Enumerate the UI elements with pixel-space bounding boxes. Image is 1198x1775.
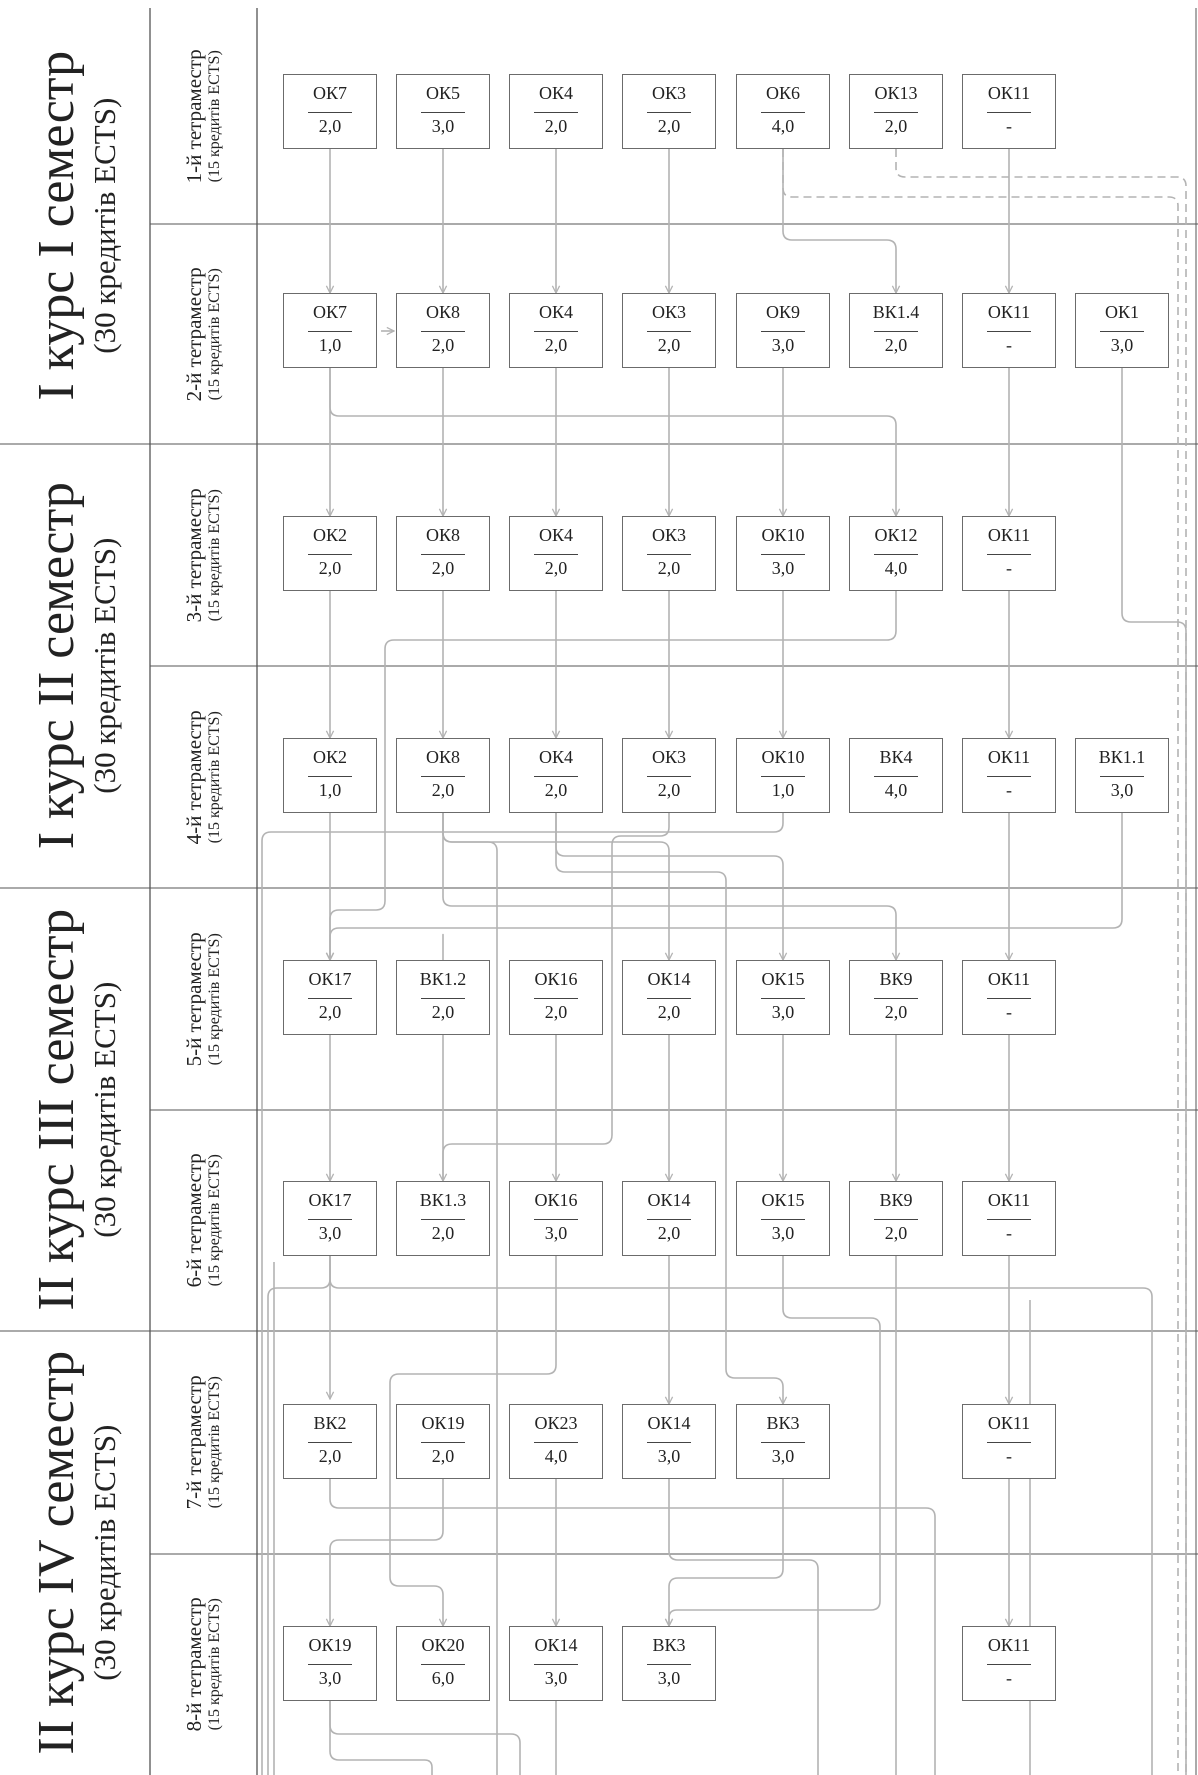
course-code: ОК9 <box>765 302 800 322</box>
prerequisite-link <box>1122 368 1186 1775</box>
course-box <box>849 738 943 813</box>
course-credits: 3,0 <box>771 1446 795 1466</box>
course-code: ОК10 <box>761 747 805 767</box>
semester-label <box>0 1331 150 1775</box>
course-box <box>509 516 603 591</box>
fraction-bar <box>421 1442 465 1443</box>
course-credits: 2,0 <box>884 1002 908 1022</box>
fraction-bar <box>987 1664 1031 1665</box>
course-code: ВК9 <box>879 1190 913 1210</box>
course-box <box>283 74 377 149</box>
course-code: ОК3 <box>651 747 686 767</box>
course-code: ОК4 <box>538 302 573 322</box>
course-box <box>622 74 716 149</box>
course-box <box>736 1404 830 1479</box>
course-credits: 2,0 <box>884 335 908 355</box>
fraction-bar <box>647 1664 691 1665</box>
course-box <box>849 960 943 1035</box>
course-code: ВК1.4 <box>872 302 920 322</box>
fraction-bar <box>421 998 465 999</box>
course-credits: 3,0 <box>771 1002 795 1022</box>
course-code: ОК1 <box>1104 302 1139 322</box>
course-box <box>396 74 490 149</box>
course-credits: 4,0 <box>884 780 908 800</box>
fraction-bar <box>761 1442 805 1443</box>
prerequisite-link <box>669 1479 783 1626</box>
course-box <box>622 293 716 368</box>
fraction-bar <box>534 1442 578 1443</box>
course-box <box>283 738 377 813</box>
term-credits: (15 кредитів ECTS) <box>206 267 224 401</box>
term-credits: (15 кредитів ECTS) <box>206 710 224 844</box>
course-credits: 3,0 <box>771 1223 795 1243</box>
fraction-bar <box>987 998 1031 999</box>
course-credits: 6,0 <box>431 1668 455 1688</box>
course-credits: 3,0 <box>318 1668 342 1688</box>
fraction-bar <box>534 998 578 999</box>
course-code: ОК11 <box>987 83 1031 103</box>
fraction-bar <box>761 331 805 332</box>
course-credits: 3,0 <box>431 116 455 136</box>
course-credits: 4,0 <box>884 558 908 578</box>
term-title: 7-й тетраместр <box>182 1375 207 1510</box>
course-code: ОК2 <box>312 747 347 767</box>
course-credits: 2,0 <box>544 558 568 578</box>
course-code: ОК11 <box>987 525 1031 545</box>
course-credits: 2,0 <box>318 116 342 136</box>
course-code: ОК8 <box>425 302 460 322</box>
course-box <box>962 516 1056 591</box>
course-box <box>849 1181 943 1256</box>
fraction-bar <box>421 554 465 555</box>
course-code: ОК14 <box>534 1635 578 1655</box>
course-credits: 3,0 <box>318 1223 342 1243</box>
fraction-bar <box>874 331 918 332</box>
course-box <box>396 516 490 591</box>
semester-label <box>0 8 150 444</box>
semester-title: II курс IV семестр <box>28 1351 86 1755</box>
term-title: 2-й тетраместр <box>182 266 207 402</box>
course-credits: 2,0 <box>544 335 568 355</box>
course-box <box>283 516 377 591</box>
course-code: ОК15 <box>761 969 805 989</box>
fraction-bar <box>874 554 918 555</box>
semester-title: I курс II семестр <box>28 482 86 850</box>
course-box <box>962 960 1056 1035</box>
course-box <box>283 1181 377 1256</box>
course-credits: 2,0 <box>431 1223 455 1243</box>
course-code: ОК2 <box>312 525 347 545</box>
term-label <box>150 444 257 666</box>
term-title: 6-й тетраместр <box>182 1153 207 1288</box>
course-credits: 3,0 <box>771 558 795 578</box>
term-credits: (15 кредитів ECTS) <box>206 1598 224 1731</box>
course-credits: - <box>1006 1446 1012 1466</box>
course-box <box>509 1181 603 1256</box>
course-box <box>1075 293 1169 368</box>
fraction-bar <box>534 1664 578 1665</box>
fraction-bar <box>308 1664 352 1665</box>
course-credits: 2,0 <box>544 1002 568 1022</box>
course-box <box>396 738 490 813</box>
fraction-bar <box>421 776 465 777</box>
course-box <box>736 960 830 1035</box>
prerequisite-link <box>330 368 896 516</box>
course-credits: 2,0 <box>431 1446 455 1466</box>
fraction-bar <box>647 112 691 113</box>
course-credits: 2,0 <box>431 780 455 800</box>
term-title: 3-й тетраместр <box>182 487 207 623</box>
course-credits: 2,0 <box>318 1002 342 1022</box>
course-code: ОК16 <box>534 1190 578 1210</box>
course-credits: - <box>1006 558 1012 578</box>
course-box <box>962 293 1056 368</box>
term-label <box>150 8 257 224</box>
course-credits: 2,0 <box>544 780 568 800</box>
fraction-bar <box>534 331 578 332</box>
course-code: ОК19 <box>308 1635 352 1655</box>
fraction-bar <box>987 554 1031 555</box>
fraction-bar <box>308 112 352 113</box>
course-box <box>849 516 943 591</box>
term-title: 4-й тетраместр <box>182 709 207 845</box>
course-code: ОК14 <box>647 1413 691 1433</box>
course-code: ВК2 <box>313 1413 347 1433</box>
term-title: 5-й тетраместр <box>182 931 207 1067</box>
course-code: ВК3 <box>652 1635 686 1655</box>
course-credits: - <box>1006 1668 1012 1688</box>
course-code: ВК1.3 <box>419 1190 467 1210</box>
course-credits: 3,0 <box>1110 780 1134 800</box>
fraction-bar <box>874 776 918 777</box>
course-code: ОК11 <box>987 969 1031 989</box>
course-code: ОК11 <box>987 747 1031 767</box>
course-credits: 3,0 <box>657 1668 681 1688</box>
term-label <box>150 1331 257 1554</box>
course-box <box>622 1181 716 1256</box>
course-credits: 3,0 <box>771 335 795 355</box>
course-credits: 2,0 <box>544 116 568 136</box>
semester-credits: (30 кредитів ECTS) <box>87 537 123 795</box>
course-credits: 4,0 <box>771 116 795 136</box>
course-code: ОК16 <box>534 969 578 989</box>
course-credits: 2,0 <box>657 780 681 800</box>
course-box <box>396 1181 490 1256</box>
course-code: ОК20 <box>421 1635 465 1655</box>
course-box <box>622 738 716 813</box>
fraction-bar <box>534 112 578 113</box>
course-box <box>509 960 603 1035</box>
fraction-bar <box>647 1442 691 1443</box>
fraction-bar <box>987 1442 1031 1443</box>
fraction-bar <box>647 998 691 999</box>
course-code: ВК1.1 <box>1098 747 1146 767</box>
course-credits: 2,0 <box>657 116 681 136</box>
course-credits: 1,0 <box>318 335 342 355</box>
course-credits: 2,0 <box>884 1223 908 1243</box>
fraction-bar <box>761 776 805 777</box>
fraction-bar <box>761 554 805 555</box>
term-label <box>150 888 257 1110</box>
course-code: ОК17 <box>308 1190 352 1210</box>
term-credits: (15 кредитів ECTS) <box>206 1376 224 1509</box>
fraction-bar <box>874 112 918 113</box>
term-label <box>150 1554 257 1775</box>
course-code: ОК14 <box>647 1190 691 1210</box>
term-credits: (15 кредитів ECTS) <box>206 932 224 1066</box>
fraction-bar <box>534 1219 578 1220</box>
course-code: ВК3 <box>766 1413 800 1433</box>
course-credits: 2,0 <box>657 1002 681 1022</box>
course-code: ОК11 <box>987 1635 1031 1655</box>
course-credits: 3,0 <box>544 1668 568 1688</box>
prerequisite-link <box>783 149 896 293</box>
course-credits: 2,0 <box>318 1446 342 1466</box>
term-title: 8-й тетраместр <box>182 1597 207 1732</box>
course-code: ОК23 <box>534 1413 578 1433</box>
course-box <box>849 293 943 368</box>
course-box <box>1075 738 1169 813</box>
semester-label <box>0 888 150 1331</box>
fraction-bar <box>1100 331 1144 332</box>
semester-credits: (30 кредитів ECTS) <box>87 97 123 355</box>
prerequisite-link <box>330 1701 520 1775</box>
course-code: ОК4 <box>538 525 573 545</box>
course-code: ОК19 <box>421 1413 465 1433</box>
fraction-bar <box>421 112 465 113</box>
fraction-bar <box>874 1219 918 1220</box>
course-box <box>283 960 377 1035</box>
course-credits: 2,0 <box>657 335 681 355</box>
fraction-bar <box>308 998 352 999</box>
fraction-bar <box>421 331 465 332</box>
course-box <box>509 1626 603 1701</box>
semester-credits: (30 кредитів ECTS) <box>87 1425 123 1682</box>
course-box <box>509 738 603 813</box>
course-code: ОК7 <box>312 302 347 322</box>
term-credits: (15 кредитів ECTS) <box>206 488 224 622</box>
course-box <box>622 516 716 591</box>
fraction-bar <box>308 331 352 332</box>
course-box <box>396 293 490 368</box>
course-box <box>396 960 490 1035</box>
course-credits: - <box>1006 780 1012 800</box>
term-label <box>150 1110 257 1331</box>
course-credits: 1,0 <box>318 780 342 800</box>
course-box <box>962 1181 1056 1256</box>
fraction-bar <box>1100 776 1144 777</box>
semester-title: II курс III семестр <box>28 908 86 1311</box>
course-box <box>622 1404 716 1479</box>
course-code: ОК8 <box>425 525 460 545</box>
course-credits: 2,0 <box>318 558 342 578</box>
fraction-bar <box>987 112 1031 113</box>
course-box <box>736 74 830 149</box>
fraction-bar <box>647 554 691 555</box>
fraction-bar <box>647 1219 691 1220</box>
course-box <box>396 1404 490 1479</box>
course-box <box>962 1404 1056 1479</box>
term-credits: (15 кредитів ECTS) <box>206 1154 224 1287</box>
course-box <box>509 1404 603 1479</box>
course-code: ОК3 <box>651 302 686 322</box>
fraction-bar <box>308 776 352 777</box>
fraction-bar <box>987 1219 1031 1220</box>
fraction-bar <box>534 554 578 555</box>
fraction-bar <box>308 1219 352 1220</box>
course-code: ОК4 <box>538 83 573 103</box>
fraction-bar <box>421 1664 465 1665</box>
fraction-bar <box>647 331 691 332</box>
fraction-bar <box>874 998 918 999</box>
course-box <box>736 738 830 813</box>
fraction-bar <box>647 776 691 777</box>
course-code: ОК8 <box>425 747 460 767</box>
course-credits: 3,0 <box>544 1223 568 1243</box>
course-code: ОК6 <box>765 83 800 103</box>
course-box <box>962 1626 1056 1701</box>
course-code: ВК1.2 <box>419 969 467 989</box>
course-code: ОК10 <box>761 525 805 545</box>
course-box <box>283 1404 377 1479</box>
course-credits: 2,0 <box>431 558 455 578</box>
course-code: ОК12 <box>874 525 918 545</box>
semester-title: I курс I семестр <box>28 51 86 401</box>
course-box <box>283 293 377 368</box>
course-box <box>396 1626 490 1701</box>
course-credits: 2,0 <box>657 1223 681 1243</box>
course-credits: 4,0 <box>544 1446 568 1466</box>
term-label <box>150 224 257 444</box>
course-code: ОК3 <box>651 83 686 103</box>
course-code: ОК15 <box>761 1190 805 1210</box>
course-code: ОК3 <box>651 525 686 545</box>
course-code: ОК11 <box>987 1190 1031 1210</box>
course-box <box>736 1181 830 1256</box>
course-credits: 3,0 <box>657 1446 681 1466</box>
course-box <box>622 1626 716 1701</box>
course-code: ВК9 <box>879 969 913 989</box>
fraction-bar <box>308 554 352 555</box>
semester-label <box>0 444 150 888</box>
fraction-bar <box>761 998 805 999</box>
course-box <box>849 74 943 149</box>
course-credits: 2,0 <box>431 1002 455 1022</box>
fraction-bar <box>987 331 1031 332</box>
course-credits: 2,0 <box>431 335 455 355</box>
course-box <box>736 516 830 591</box>
fraction-bar <box>308 1442 352 1443</box>
fraction-bar <box>761 112 805 113</box>
course-credits: 2,0 <box>884 116 908 136</box>
fraction-bar <box>761 1219 805 1220</box>
fraction-bar <box>987 776 1031 777</box>
course-box <box>736 293 830 368</box>
course-box <box>962 738 1056 813</box>
term-label <box>150 666 257 888</box>
course-box <box>622 960 716 1035</box>
fraction-bar <box>534 776 578 777</box>
term-title: 1-й тетраместр <box>182 48 207 184</box>
course-box <box>283 1626 377 1701</box>
course-code: ОК7 <box>312 83 347 103</box>
course-code: ВК4 <box>879 747 913 767</box>
course-credits: 3,0 <box>1110 335 1134 355</box>
fraction-bar <box>421 1219 465 1220</box>
course-credits: 1,0 <box>771 780 795 800</box>
course-credits: - <box>1006 335 1012 355</box>
course-credits: - <box>1006 1223 1012 1243</box>
semester-credits: (30 кредитів ECTS) <box>87 981 123 1238</box>
course-box <box>509 74 603 149</box>
course-code: ОК11 <box>987 302 1031 322</box>
course-code: ОК17 <box>308 969 352 989</box>
prerequisite-link <box>330 1701 432 1775</box>
course-box <box>509 293 603 368</box>
course-credits: - <box>1006 1002 1012 1022</box>
course-code: ОК5 <box>425 83 460 103</box>
course-box <box>962 74 1056 149</box>
term-credits: (15 кредитів ECTS) <box>206 49 224 183</box>
course-code: ОК11 <box>987 1413 1031 1433</box>
prerequisite-link <box>330 1479 443 1626</box>
course-credits: - <box>1006 116 1012 136</box>
course-code: ОК4 <box>538 747 573 767</box>
course-code: ОК14 <box>647 969 691 989</box>
course-code: ОК13 <box>874 83 918 103</box>
course-credits: 2,0 <box>657 558 681 578</box>
